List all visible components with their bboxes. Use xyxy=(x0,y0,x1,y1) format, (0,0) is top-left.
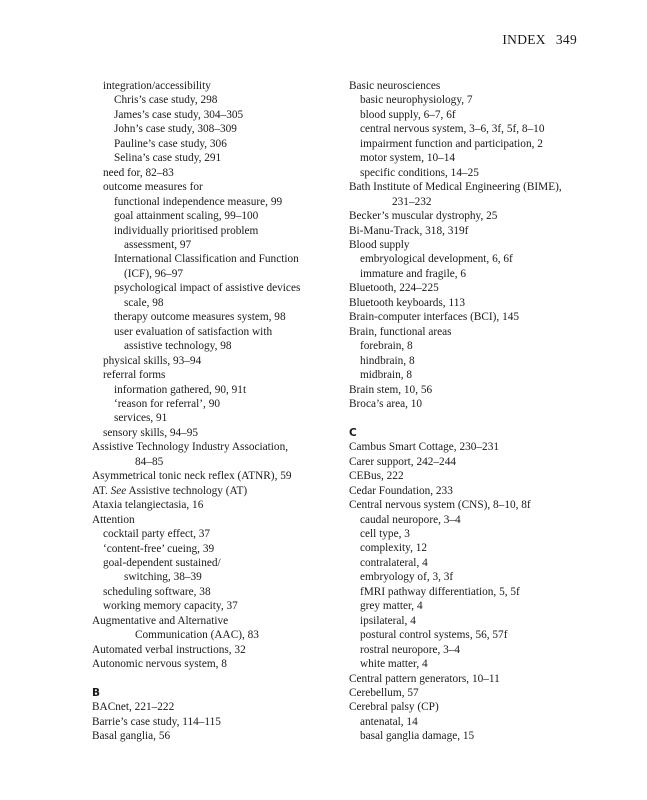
index-entry: fMRI pathway differentiation, 5, 5f xyxy=(360,585,520,598)
index-entry: Asymmetrical tonic neck reflex (ATNR), 59 xyxy=(92,470,292,483)
index-entry: individually prioritised problem xyxy=(114,224,259,237)
index-entry: antenatal, 14 xyxy=(360,715,418,728)
index-entry: contralateral, 4 xyxy=(360,556,428,569)
index-entry: ‘reason for referral’, 90 xyxy=(114,397,221,410)
index-entry: scheduling software, 38 xyxy=(103,585,211,598)
page-number: 349 xyxy=(555,32,577,47)
index-entry: assistive technology, 98 xyxy=(124,340,232,353)
index-entry: Augmentative and Alternative xyxy=(92,614,229,627)
index-entry: immature and fragile, 6 xyxy=(360,267,467,280)
index-entry: Brain stem, 10, 56 xyxy=(349,383,433,396)
index-entry: Assistive Technology Industry Association, xyxy=(92,441,289,454)
index-entry: Autonomic nervous system, 8 xyxy=(92,658,227,671)
index-entry: Bluetooth, 224–225 xyxy=(349,282,439,295)
index-entry: 84–85 xyxy=(135,455,164,468)
index-entry: Bath Institute of Medical Engineering (BIME), xyxy=(349,181,562,194)
index-entry: Blood supply xyxy=(349,238,410,251)
index-entry: Cerebral palsy (CP) xyxy=(349,701,439,714)
index-entry: impairment function and participation, 2 xyxy=(360,137,543,150)
index-entry: complexity, 12 xyxy=(360,542,428,555)
index-entry: white matter, 4 xyxy=(360,658,428,671)
index-entry: services, 91 xyxy=(114,412,168,425)
index-entry: physical skills, 93–94 xyxy=(103,354,202,367)
index-entry: Ataxia telangiectasia, 16 xyxy=(92,499,204,512)
index-entry: Becker’s muscular dystrophy, 25 xyxy=(349,210,498,223)
index-entry: cocktail party effect, 37 xyxy=(103,528,211,541)
index-entry: Bluetooth keyboards, 113 xyxy=(349,296,465,309)
index-entry: John’s case study, 308–309 xyxy=(114,123,237,136)
index-entry: ipsilateral, 4 xyxy=(360,614,416,627)
index-entry: Basal ganglia, 56 xyxy=(92,730,171,743)
index-entry: Cedar Foundation, 233 xyxy=(349,484,453,497)
index-entry: grey matter, 4 xyxy=(360,600,423,613)
index-entry: caudal neuropore, 3–4 xyxy=(360,513,461,526)
index-entry: AT. See Assistive technology (AT) xyxy=(92,484,248,497)
index-entry: Brain-computer interfaces (BCI), 145 xyxy=(349,311,520,324)
index-entry: psychological impact of assistive devices xyxy=(114,282,301,295)
index-entry: Bi-Manu-Track, 318, 319f xyxy=(349,224,469,237)
index-entry: Cambus Smart Cottage, 230–231 xyxy=(349,441,499,454)
index-entry: Communication (AAC), 83 xyxy=(135,629,259,642)
index-entry: basic neurophysiology, 7 xyxy=(360,94,473,107)
index-entry: scale, 98 xyxy=(124,296,164,309)
index-entry: Chris’s case study, 298 xyxy=(114,94,218,107)
index-entry: motor system, 10–14 xyxy=(360,152,456,165)
index-entry: cell type, 3 xyxy=(360,528,410,541)
index-entry: Broca’s area, 10 xyxy=(349,397,423,410)
index-entry: Automated verbal instructions, 32 xyxy=(92,643,246,656)
index-entry: hindbrain, 8 xyxy=(360,354,415,367)
index-entry: user evaluation of satisfaction with xyxy=(114,325,273,338)
index-entry: James’s case study, 304–305 xyxy=(114,108,244,121)
section-letter: C xyxy=(349,426,357,439)
index-entry: referral forms xyxy=(103,369,166,382)
index-entry: blood supply, 6–7, 6f xyxy=(360,108,456,121)
index-column-left xyxy=(92,79,362,744)
index-entry: therapy outcome measures system, 98 xyxy=(114,311,286,324)
index-entry: working memory capacity, 37 xyxy=(103,600,238,613)
section-letter: B xyxy=(92,687,101,700)
index-entry: postural control systems, 56, 57f xyxy=(360,629,508,642)
index-entry: specific conditions, 14–25 xyxy=(360,166,479,179)
index-entry: Barrie’s case study, 114–115 xyxy=(92,715,221,728)
index-entry: need for, 82–83 xyxy=(103,166,174,179)
index-entry: International Classification and Function xyxy=(114,253,299,266)
index-entry: sensory skills, 94–95 xyxy=(103,426,199,439)
index-entry: goal attainment scaling, 99–100 xyxy=(114,210,259,223)
index-entry: Selina’s case study, 291 xyxy=(114,152,222,165)
see-reference: See xyxy=(110,484,127,497)
index-entry: Pauline’s case study, 306 xyxy=(114,137,227,150)
index-entry: Cerebellum, 57 xyxy=(349,687,419,700)
index-entry: rostral neuropore, 3–4 xyxy=(360,643,461,656)
section-spacer xyxy=(349,411,589,425)
running-head: INDEX xyxy=(502,32,546,47)
index-entry: BACnet, 221–222 xyxy=(92,701,175,714)
index-entry: ‘content-free’ cueing, 39 xyxy=(103,542,215,555)
index-entry: central nervous system, 3–6, 3f, 5f, 8–10 xyxy=(360,123,545,136)
index-entry: goal-dependent sustained/ xyxy=(103,556,221,569)
index-entry: embryological development, 6, 6f xyxy=(360,253,513,266)
page-header xyxy=(502,32,577,48)
index-entry: assessment, 97 xyxy=(124,238,192,251)
index-entry: outcome measures for xyxy=(103,181,203,194)
index-entry: Central nervous system (CNS), 8–10, 8f xyxy=(349,499,531,512)
index-entry: midbrain, 8 xyxy=(360,369,413,382)
index-entry: (ICF), 96–97 xyxy=(124,267,183,280)
index-entry: embryology of, 3, 3f xyxy=(360,571,454,584)
see-target: Assistive technology (AT) xyxy=(126,484,248,497)
index-entry: forebrain, 8 xyxy=(360,340,413,353)
index-entry: CEBus, 222 xyxy=(349,470,404,483)
index-entry: Attention xyxy=(92,513,135,526)
index-entry: Carer support, 242–244 xyxy=(349,455,456,468)
index-entry: basal ganglia damage, 15 xyxy=(360,730,475,743)
section-spacer xyxy=(92,672,362,686)
index-entry: information gathered, 90, 91t xyxy=(114,383,247,396)
index-entry: Basic neurosciences xyxy=(349,80,441,92)
index-entry: 231–232 xyxy=(392,195,432,208)
index-entry: functional independence measure, 99 xyxy=(114,195,283,208)
index-column-right xyxy=(349,79,589,744)
index-entry: switching, 38–39 xyxy=(124,571,202,584)
index-entry: Central pattern generators, 10–11 xyxy=(349,672,500,685)
index-entry: Brain, functional areas xyxy=(349,325,452,338)
index-entry: integration/accessibility xyxy=(103,80,211,92)
